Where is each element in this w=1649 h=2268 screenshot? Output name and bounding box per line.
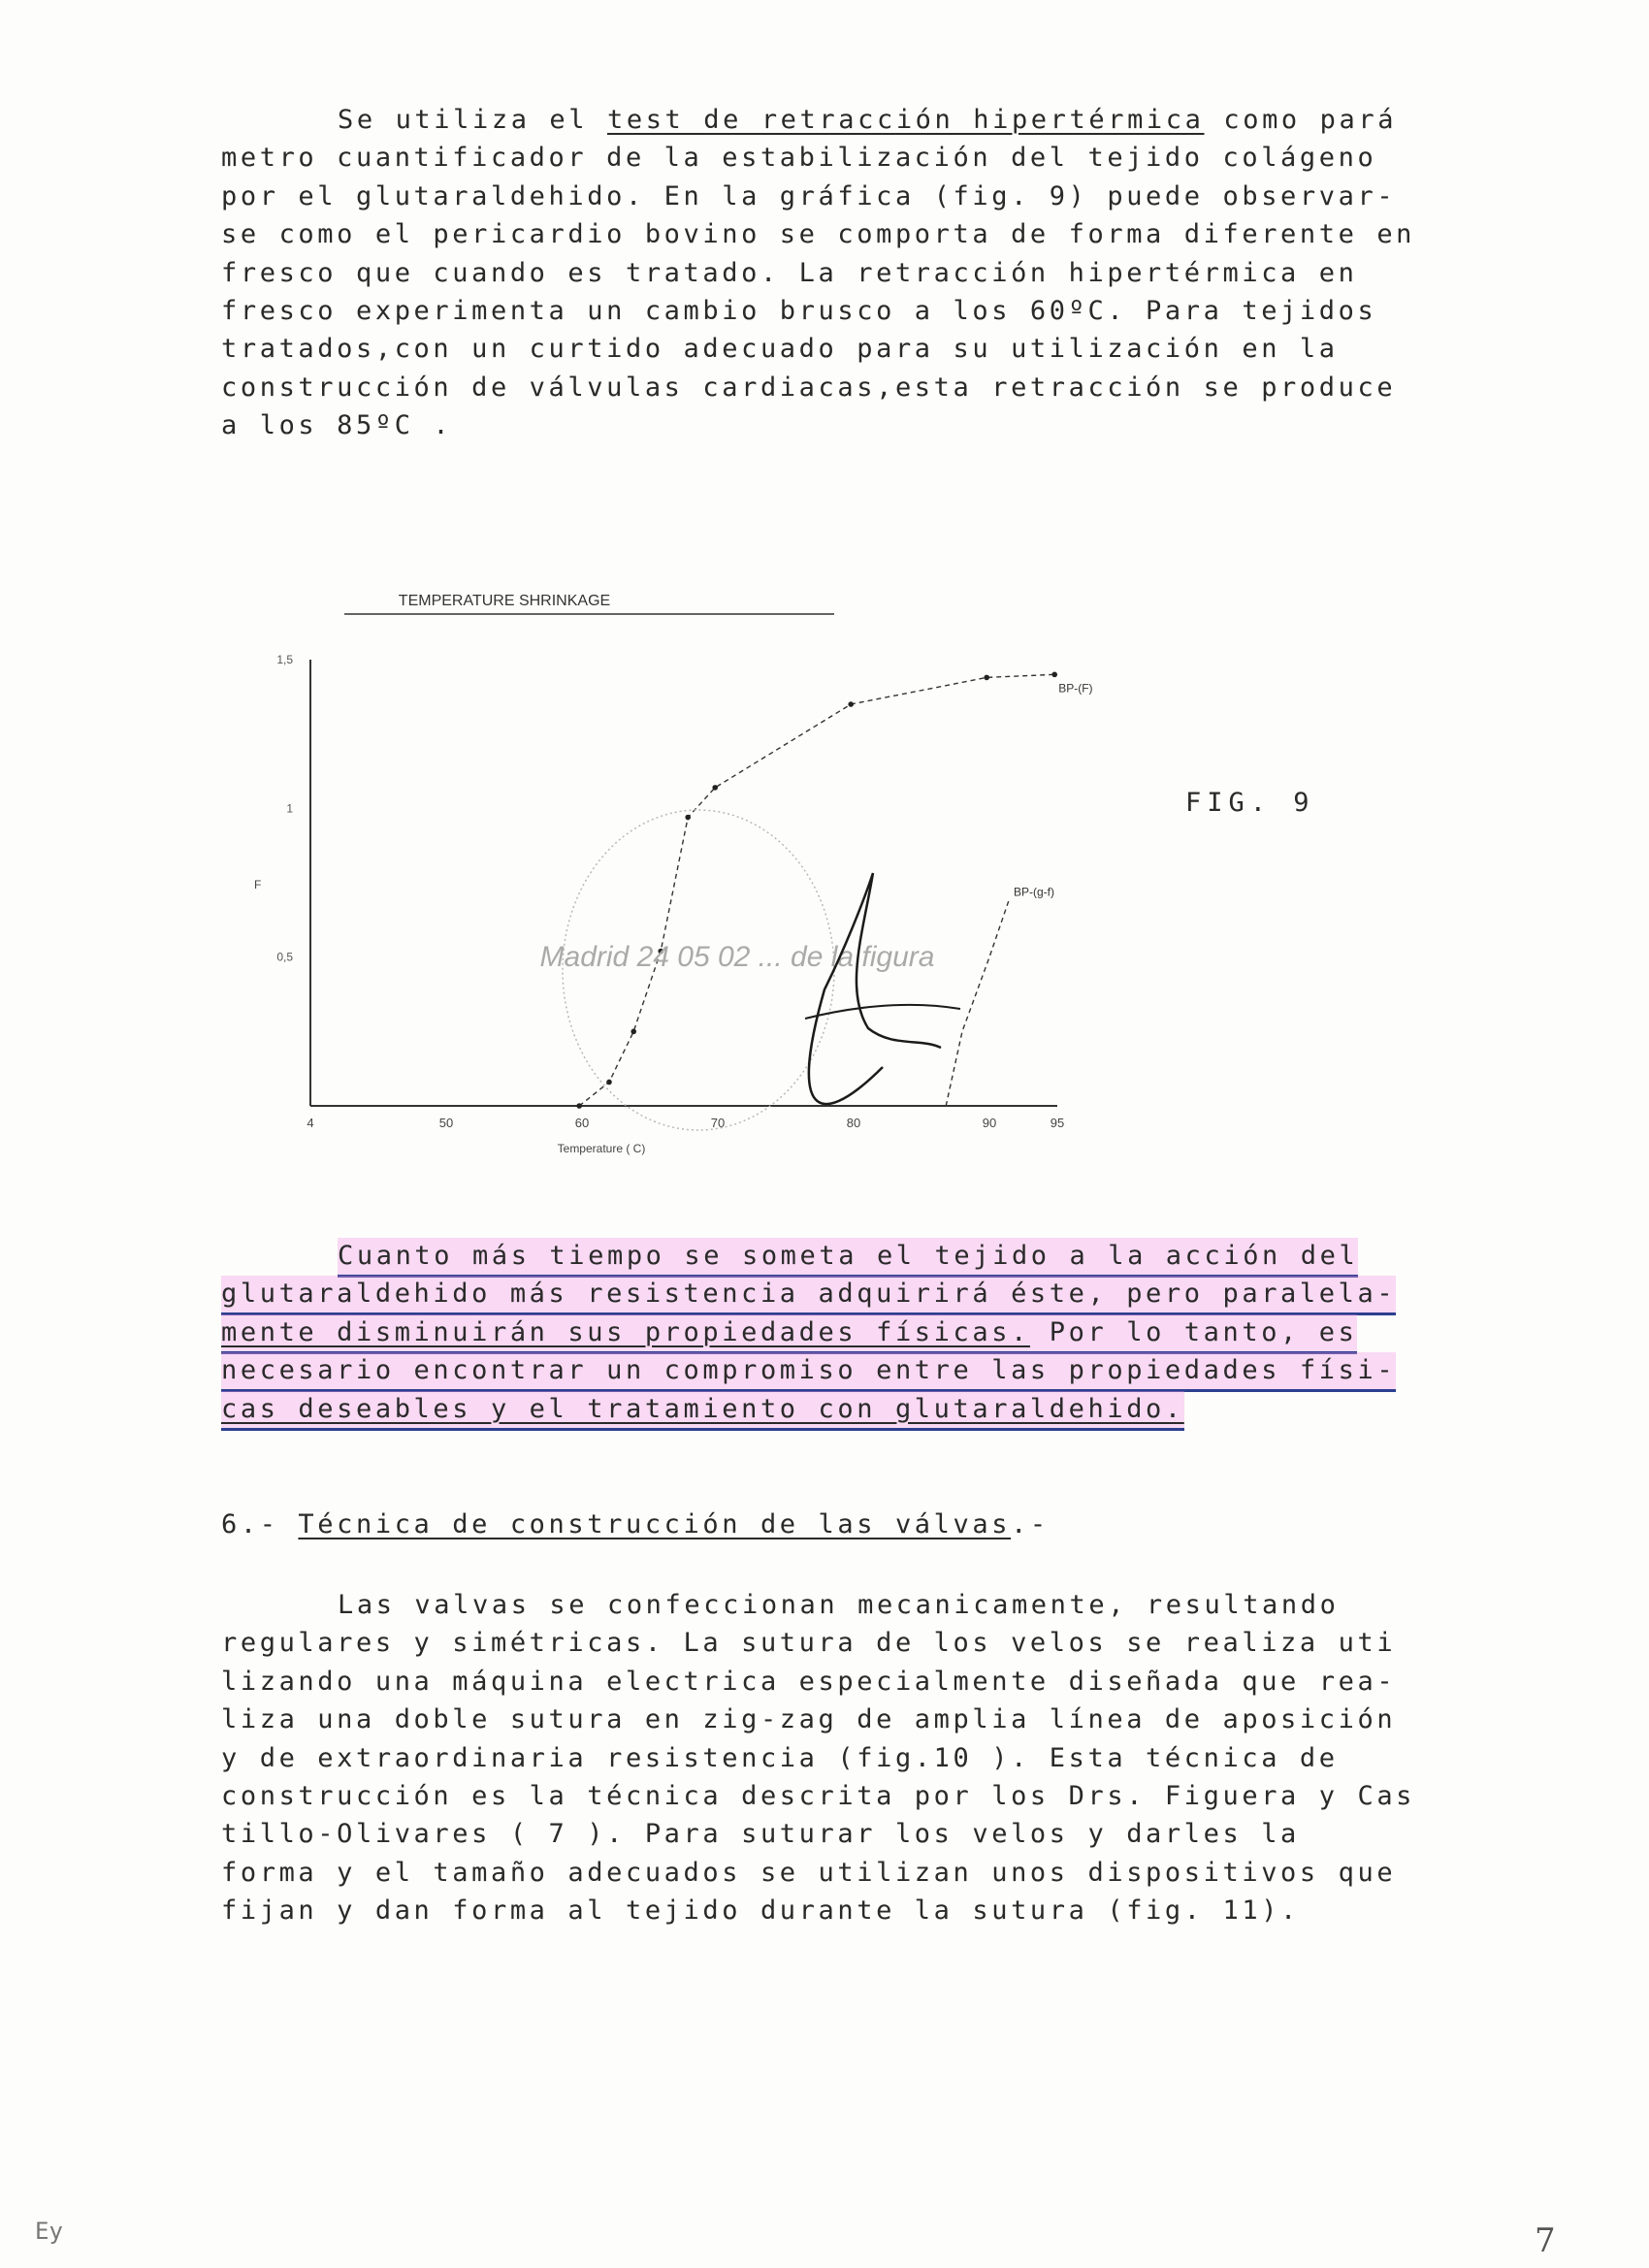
stamp-text: Madrid 24 05 02 ... de la figura (539, 941, 935, 973)
x-tick-label: 90 (982, 1116, 997, 1130)
signature-icon (809, 873, 941, 1104)
text-line (221, 255, 1357, 292)
text-segment: Las valvas se confeccionan mecanicamente, resultando (338, 1590, 1340, 1620)
signature-stroke-icon (805, 1005, 960, 1019)
chart-canvas (254, 582, 1135, 1183)
section-title: Técnica de construcción de las válvas (298, 1509, 1012, 1539)
text-segment: lizando una máquina electrica especialmente diseñada que rea- (221, 1666, 1397, 1697)
data-point (630, 1029, 636, 1035)
text-line (221, 140, 1376, 177)
text-segment: fresco experimenta un cambio brusco a los 60ºC. Para tejidos (221, 296, 1377, 326)
data-point (1051, 672, 1057, 678)
text-line (338, 1238, 1358, 1278)
text-line (221, 293, 1376, 330)
text-line (221, 216, 1415, 253)
text-line (221, 1352, 1396, 1392)
text-line (338, 1587, 1339, 1624)
text-segment: Cuanto más tiempo se someta el tejido a la acción del (338, 1241, 1359, 1271)
x-axis-label: Temperature ( C) (557, 1142, 646, 1155)
series-line-1 (946, 897, 1010, 1106)
text-segment: Se utiliza el (338, 105, 607, 135)
text-line (221, 1625, 1396, 1662)
figure-label: FIG. 9 (1185, 788, 1315, 818)
text-line (221, 1276, 1396, 1315)
text-line (221, 1701, 1396, 1738)
x-tick-label: 50 (438, 1116, 454, 1130)
text-segment: se como el pericardio bovino se comporta de forma diferente en (221, 219, 1416, 250)
underlined-text: mente disminuirán sus propiedades físicas. (221, 1316, 1030, 1347)
text-segment: como pará (1204, 105, 1398, 135)
text-line (221, 1391, 1184, 1431)
text-line (221, 1855, 1396, 1892)
y-tick-label: 0,5 (276, 950, 293, 964)
section-number: 6.- (221, 1509, 299, 1539)
text-segment: liza una doble sutura en zig-zag de amplia línea de aposición (221, 1704, 1397, 1735)
corner-mark: Ey (35, 2218, 63, 2245)
text-line (221, 1778, 1415, 1815)
text-segment: forma y el tamaño adecuados se utilizan unos dispositivos que (221, 1857, 1397, 1888)
text-segment: construcción de válvulas cardiacas,esta retracción se produce (221, 372, 1397, 403)
text-segment: regulares y simétricas. La sutura de los velos se realiza uti (221, 1628, 1397, 1659)
x-tick-labels (307, 1116, 1064, 1130)
text-segment: por el glutaraldehido. En la gráfica (fig. 9) puede observar- (221, 180, 1397, 211)
y-tick-labels (276, 653, 293, 964)
text-line (221, 1893, 1300, 1929)
text-segment: fresco que cuando es tratado. La retracción hipertérmica en (221, 257, 1358, 288)
y-axis-label: F (254, 878, 262, 891)
text-line (221, 370, 1396, 406)
section-heading (221, 1509, 1050, 1539)
text-line (221, 1664, 1396, 1701)
series-layer (576, 672, 1092, 1109)
x-tick-label: 80 (846, 1116, 861, 1130)
data-point (685, 815, 691, 821)
text-segment: tillo-Olivares ( 7 ). Para suturar los velos y darles la (221, 1819, 1300, 1850)
x-tick-label: 95 (1050, 1116, 1065, 1130)
underlined-text: test de retracción hipertérmica (606, 105, 1205, 135)
text-line (221, 1314, 1357, 1354)
text-segment: tratados,con un curtido adecuado para su utilización en la (221, 334, 1339, 365)
underlined-text: cas deseables y el tratamiento con glutaraldehido. (221, 1393, 1184, 1424)
text-segment: fijan y dan forma al tejido durante la sutura (fig. 11). (221, 1895, 1300, 1927)
series-label: BP-(F) (1058, 681, 1093, 696)
text-line (221, 331, 1339, 368)
text-line (221, 1740, 1339, 1777)
text-line (221, 407, 452, 444)
text-line (338, 102, 1397, 139)
series-label: BP-(g-f) (1014, 885, 1054, 899)
text-segment: glutaraldehido más resistencia adquirirá éste, pero paralela- (221, 1279, 1397, 1310)
y-tick-label: 1 (286, 801, 293, 816)
data-point (848, 701, 854, 707)
x-tick-label: 60 (574, 1116, 590, 1130)
series-line-0 (579, 674, 1054, 1106)
signature-stamp (540, 810, 960, 1130)
text-segment: metro cuantificador de la estabilización del tejido colágeno (221, 143, 1377, 174)
text-segment: construcción es la técnica descrita por los Drs. Figuera y Cas (221, 1781, 1416, 1811)
section-suffix: .- (1011, 1509, 1050, 1539)
x-tick-label: 70 (710, 1116, 726, 1130)
text-line (221, 178, 1396, 215)
data-point (576, 1103, 582, 1109)
temperature-shrinkage-chart (254, 582, 1135, 1187)
data-point (712, 785, 718, 791)
text-line (221, 1816, 1300, 1853)
text-segment: necesario encontrar un compromiso entre las propiedades físi- (221, 1355, 1397, 1386)
data-point (606, 1080, 612, 1085)
data-point (984, 675, 989, 681)
chart-title: TEMPERATURE SHRINKAGE (398, 593, 611, 609)
text-segment: y de extraordinaria resistencia (fig.10 ). Esta técnica de (221, 1742, 1339, 1773)
page-number: 7 (1535, 2221, 1556, 2260)
x-tick-label: 4 (307, 1116, 314, 1130)
text-segment: Por lo tanto, es (1029, 1316, 1358, 1347)
y-tick-label: 1,5 (276, 653, 293, 666)
text-segment: a los 85ºC . (221, 410, 453, 441)
